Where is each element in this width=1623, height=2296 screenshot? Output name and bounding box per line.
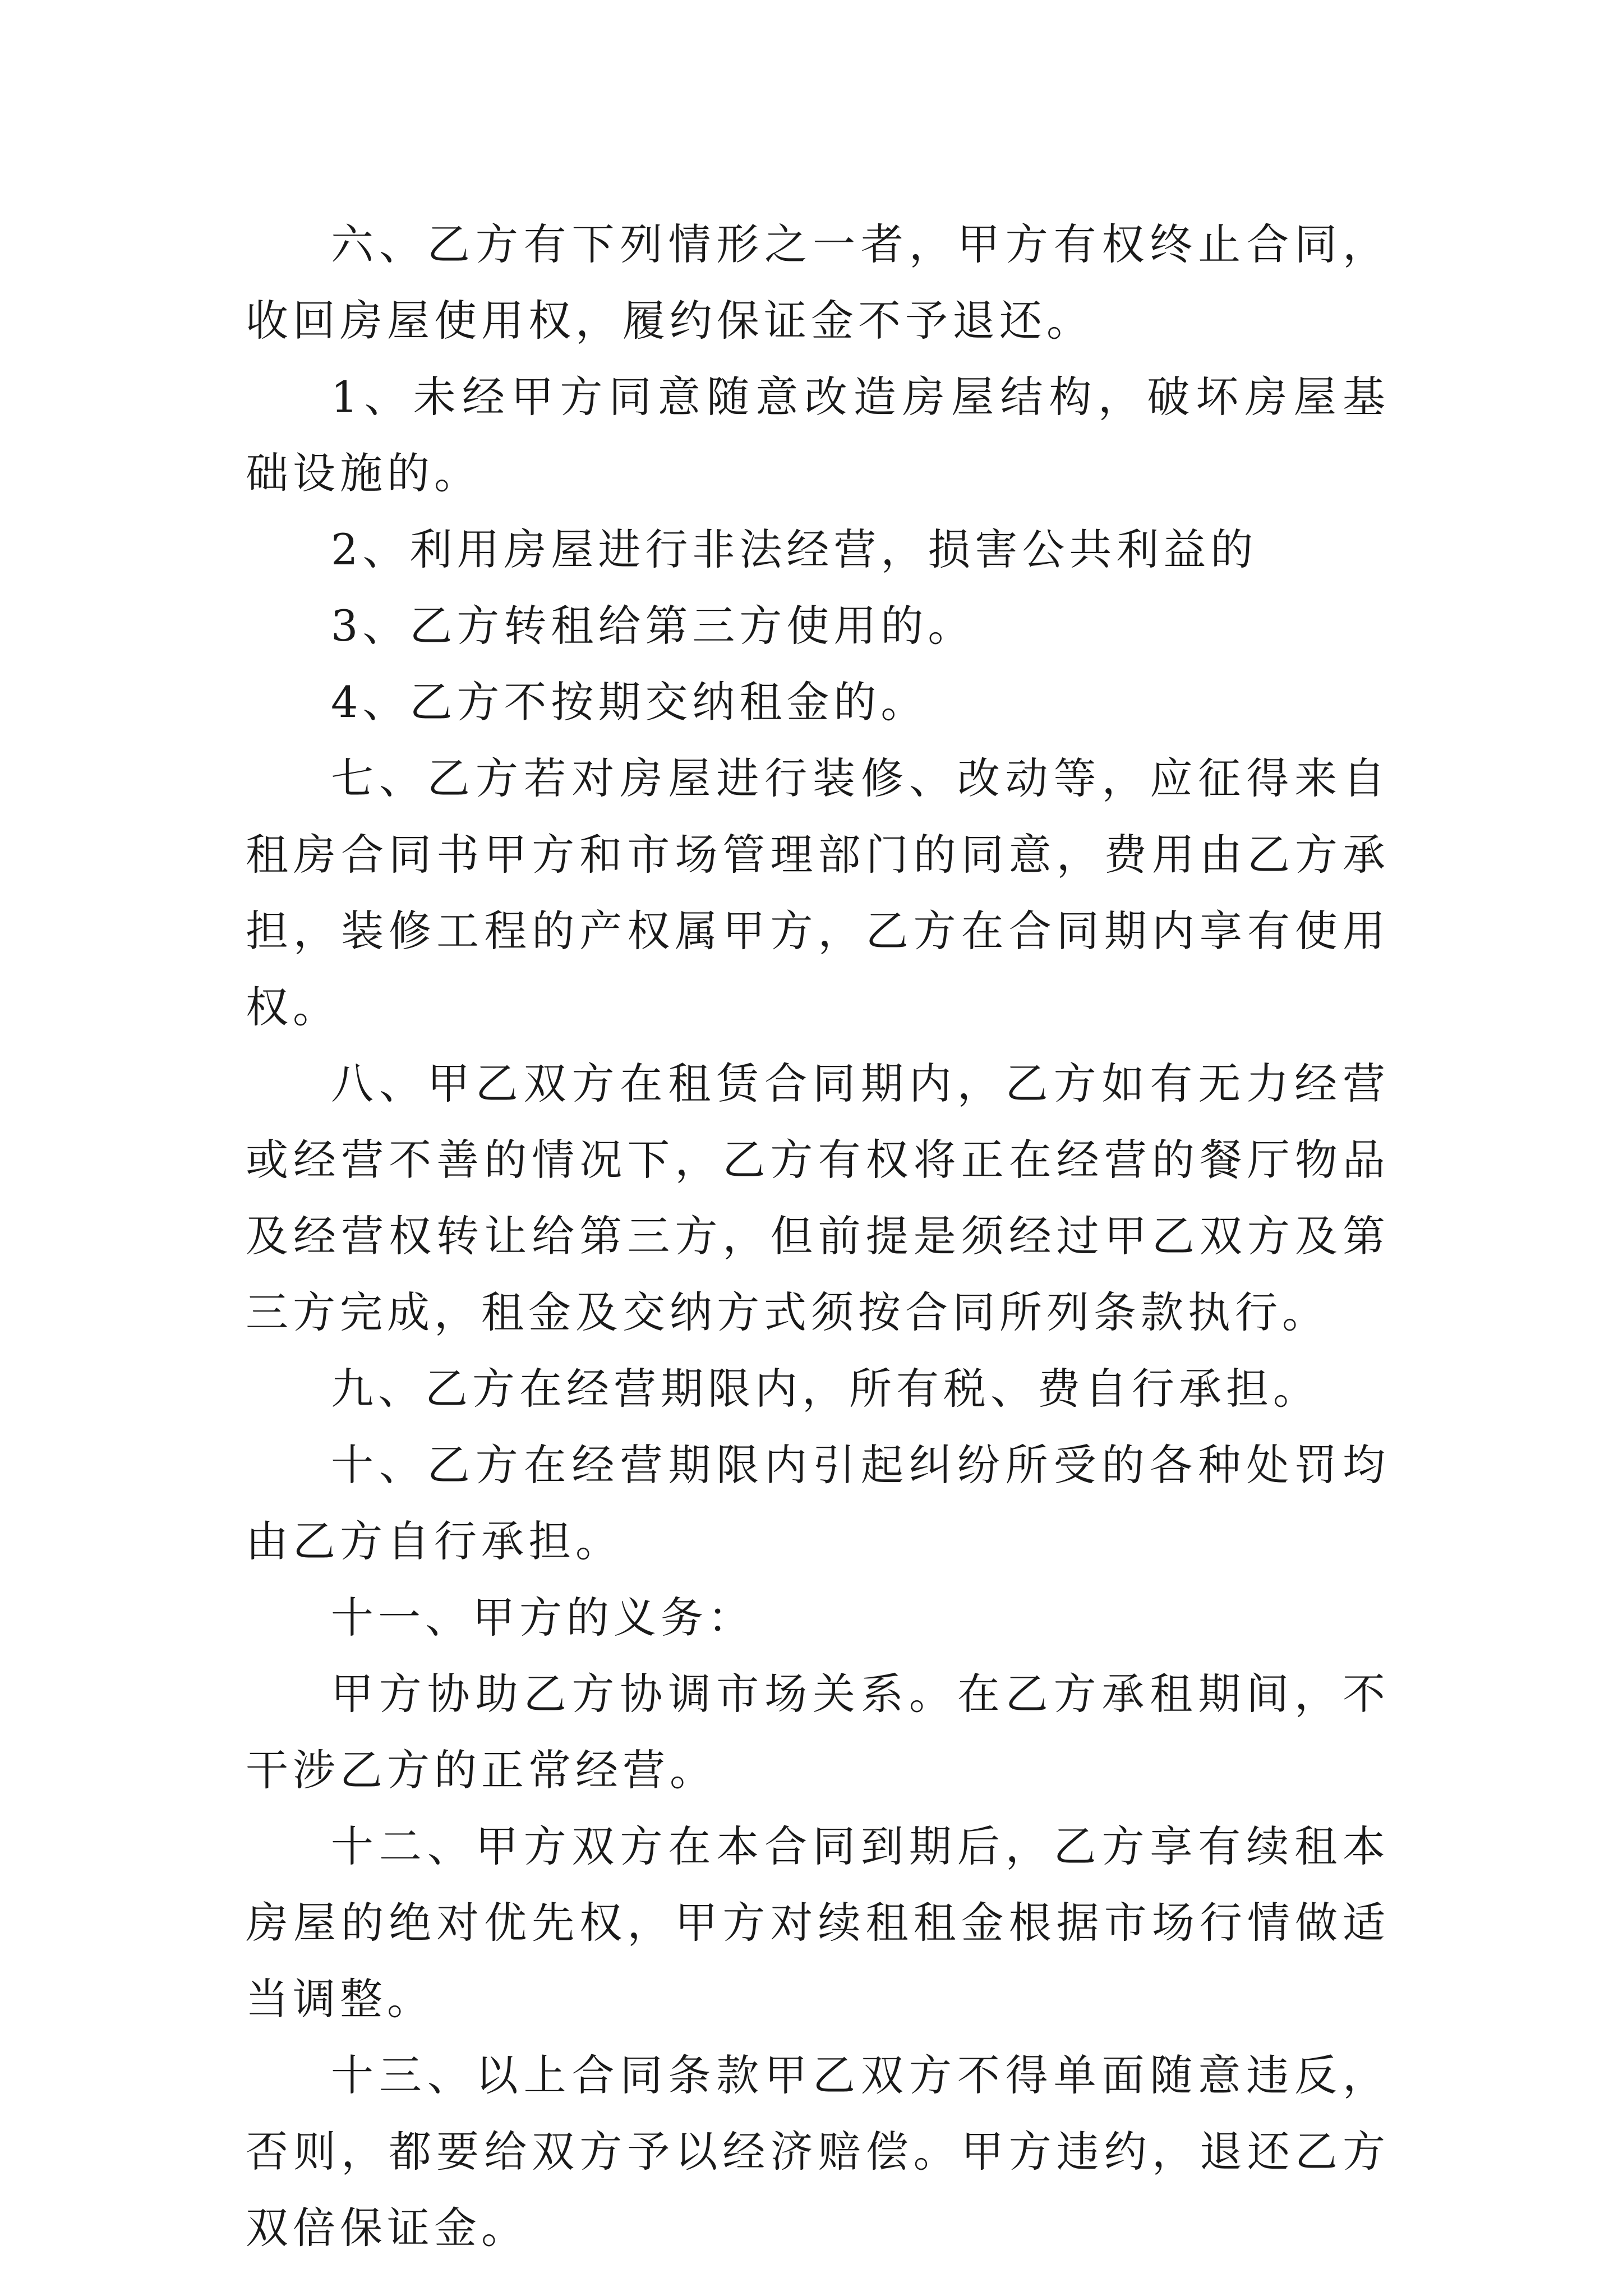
clause-12: 十二、甲方双方在本合同到期后，乙方享有续租本房屋的绝对优先权，甲方对续租租金根据市场行情做适当调整。 xyxy=(246,1821,1390,2024)
clause-9: 九、乙方在经营期限内，所有税、费自行承担。 xyxy=(331,1364,1320,1414)
clause-6-item-3: 3、乙方转租给第三方使用的。 xyxy=(331,601,975,651)
clause-7: 七、乙方若对房屋进行装修、改动等，应征得来自租房合同书甲方和市场管理部门的同意，费用由乙方承担，装修工程的产权属甲方，乙方在合同期内享有使用权。 xyxy=(246,753,1390,1032)
clause-6: 六、乙方有下列情形之一者，甲方有权终止合同，收回房屋使用权，履约保证金不予退还。 xyxy=(246,219,1390,346)
clause-6-item-1: 1、未经甲方同意随意改造房屋结构，破坏房屋基础设施的。 xyxy=(246,372,1390,498)
clause-11-body: 甲方协助乙方协调市场关系。在乙方承租期间，不干涉乙方的正常经营。 xyxy=(246,1669,1390,1795)
clause-6-item-4: 4、乙方不按期交纳租金的。 xyxy=(331,677,928,727)
clause-11-heading: 十一、甲方的义务： xyxy=(331,1593,755,1642)
clause-6-item-2: 2、利用房屋进行非法经营，损害公共利益的 xyxy=(331,524,1258,574)
clause-13: 十三、以上合同条款甲乙双方不得单面随意违反，否则，都要给双方予以经济赔偿。甲方违约，退还乙方双倍保证金。 xyxy=(246,2050,1390,2253)
clause-8: 八、甲乙双方在租赁合同期内，乙方如有无力经营或经营不善的情况下，乙方有权将正在经营的餐厅物品及经营权转让给第三方，但前提是须经过甲乙双方及第三方完成，租金及交纳方式须按合同所列条款执行。 xyxy=(246,1059,1390,1337)
document-body xyxy=(246,206,1390,2266)
clause-10: 十、乙方在经营期限内引起纠纷所受的各种处罚均由乙方自行承担。 xyxy=(246,1440,1390,1566)
